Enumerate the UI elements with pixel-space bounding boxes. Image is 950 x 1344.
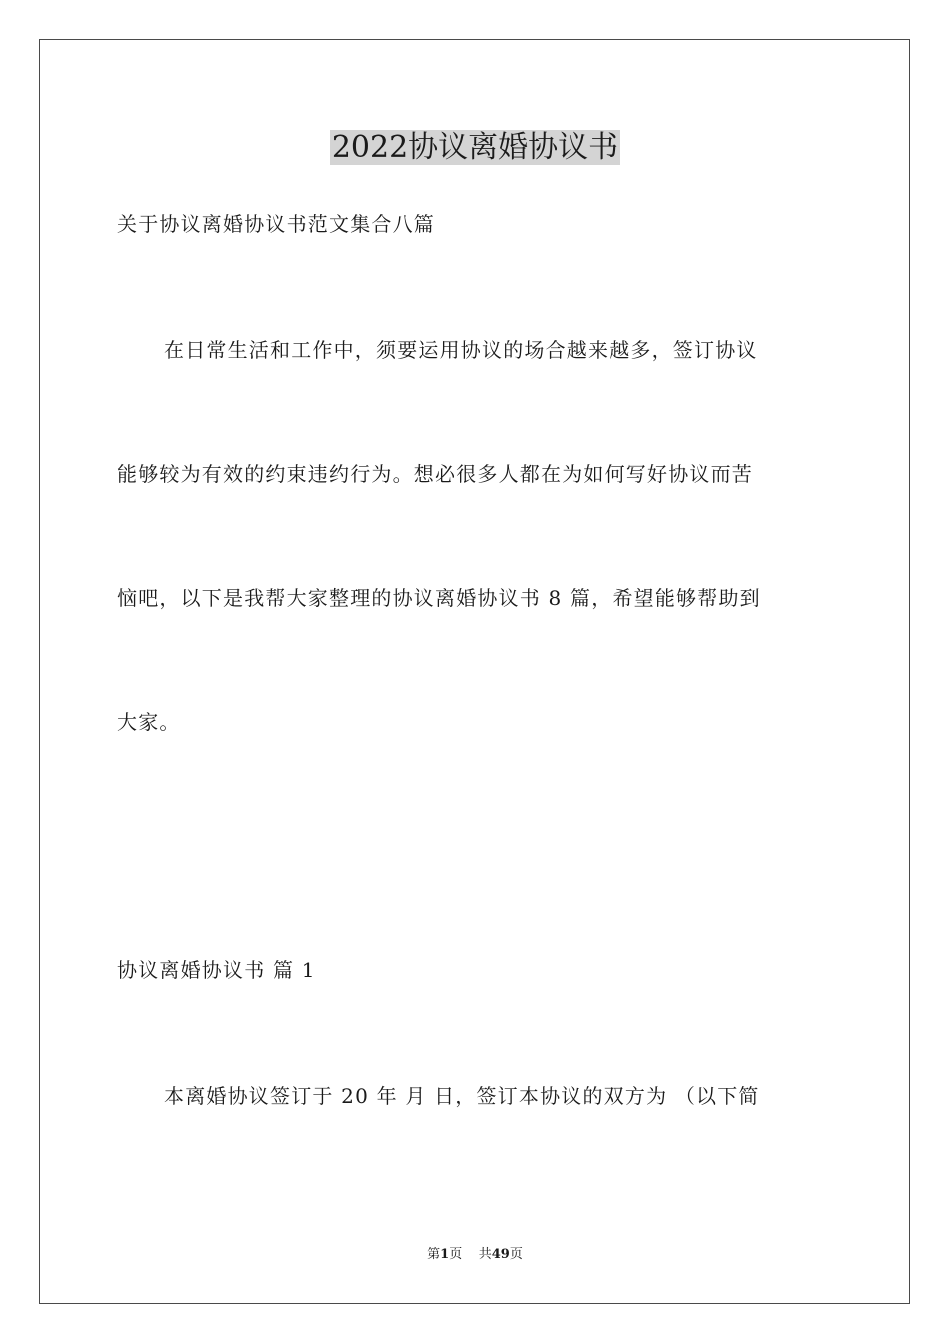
document-title-text: 2022协议离婚协议书 [331,130,619,165]
footer-total-pages: 49 [491,1247,510,1262]
section-first-line: 本离婚协议签订于 20 年 月 日，签订本协议的双方为 （以下简 [164,1084,760,1108]
document-title [0,126,950,170]
intro-line-1: 在日常生活和工作中，须要运用协议的场合越来越多，签订协议 [164,338,758,362]
footer-page-prefix: 第 [427,1247,441,1262]
page-footer [0,1246,950,1264]
footer-page-suffix: 页 [509,1247,523,1262]
intro-line-3: 恼吧，以下是我帮大家整理的协议离婚协议书 8 篇，希望能够帮助到 [117,586,761,610]
footer-page-number: 1 [440,1247,450,1262]
intro-line-4: 大家。 [117,710,181,734]
intro-line-2: 能够较为有效的约束违约行为。想必很多人都在为如何写好协议而苦 [117,462,753,486]
section-heading: 协议离婚协议书 篇 1 [117,958,316,982]
document-subtitle: 关于协议离婚协议书范文集合八篇 [117,212,435,236]
footer-page-mid: 页 共 [449,1247,492,1262]
